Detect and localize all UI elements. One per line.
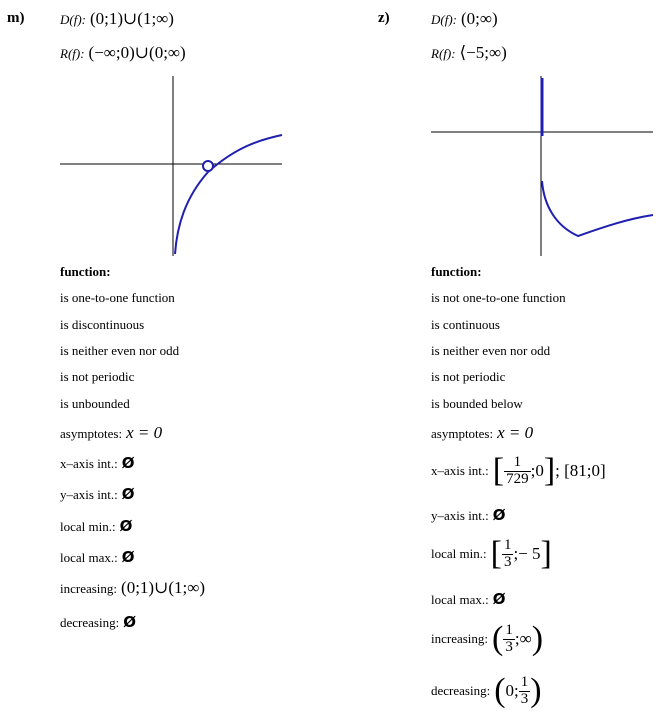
range-z	[431, 43, 507, 63]
decreasing-z-right-paren: )	[530, 672, 542, 709]
decreasing-m	[60, 613, 136, 632]
yint-m	[60, 485, 135, 504]
prop-m-4: is unbounded	[60, 396, 130, 411]
prop-z-2: is neither even nor odd	[431, 343, 551, 358]
graph-m-hole	[203, 161, 213, 171]
increasing-m	[60, 578, 205, 598]
graph-z	[431, 76, 653, 256]
increasing-z-tail: ;∞	[514, 629, 532, 648]
localmin-z-num: 1	[503, 536, 512, 553]
graph-m	[60, 76, 282, 256]
xint-m-value: Ø	[121, 454, 135, 472]
localmin-z-right-bracket: ]	[540, 535, 552, 572]
localmax-m-label: local max.:	[60, 550, 118, 565]
graph-m-curve	[175, 135, 282, 254]
localmin-m-label: local min.:	[60, 519, 116, 534]
xint-z-label: x–axis int.:	[431, 463, 489, 478]
domain-m-name: D(f):	[60, 12, 86, 27]
localmax-m	[60, 548, 135, 567]
xint-z-second: ; [81;0]	[555, 461, 606, 480]
localmin-m	[60, 517, 132, 536]
prop-m-1: is discontinuous	[60, 317, 145, 332]
increasing-z-den: 3	[505, 638, 513, 655]
localmax-m-value: Ø	[121, 548, 135, 566]
xint-z	[431, 452, 606, 490]
prop-m-3: is not periodic	[60, 369, 135, 384]
range-z-name: R(f):	[431, 46, 456, 61]
localmin-z-label: local min.:	[431, 546, 487, 561]
domain-z-value: (0;∞)	[461, 9, 498, 28]
xint-z-right-bracket: ]	[543, 452, 556, 489]
increasing-m-label: increasing:	[60, 581, 118, 596]
asymptotes-m-label: asymptotes:	[60, 426, 123, 441]
range-z-value: ⟨−5;∞)	[459, 43, 507, 62]
yint-z	[431, 506, 506, 525]
xint-z-num: 1	[504, 455, 531, 472]
increasing-z-fraction	[503, 623, 515, 656]
yint-z-value: Ø	[492, 506, 506, 524]
yint-m-label: y–axis int.:	[60, 487, 118, 502]
asymptotes-z-value: x = 0	[497, 423, 534, 442]
domain-m-value: (0;1)∪(1;∞)	[90, 9, 174, 28]
decreasing-z-left-paren: (	[494, 672, 506, 709]
localmin-z-left-bracket: [	[490, 535, 502, 572]
decreasing-m-label: decreasing:	[60, 615, 120, 630]
props-title-m: function:	[60, 264, 111, 279]
domain-m	[60, 9, 174, 29]
decreasing-z-head: 0;	[505, 681, 519, 700]
increasing-z-num: 1	[505, 621, 513, 638]
increasing-z-left-paren: (	[492, 620, 504, 657]
yint-z-label: y–axis int.:	[431, 508, 489, 523]
graph-z-curve-lower	[542, 181, 653, 236]
xint-z-fraction	[504, 455, 531, 488]
xint-z-den: 729	[506, 470, 529, 487]
decreasing-z	[431, 672, 542, 710]
localmin-z	[431, 535, 552, 573]
decreasing-z-num: 1	[520, 673, 529, 690]
localmin-m-value: Ø	[119, 517, 133, 535]
label-m: m)	[7, 10, 25, 26]
decreasing-z-fraction	[519, 675, 531, 708]
asymptotes-m	[60, 423, 162, 443]
domain-z	[431, 9, 498, 29]
prop-m-2: is neither even nor odd	[60, 343, 180, 358]
xint-m	[60, 454, 135, 473]
decreasing-m-value: Ø	[123, 613, 136, 631]
props-title-z: function:	[431, 264, 482, 279]
localmin-z-fraction	[502, 538, 514, 571]
asymptotes-m-value: x = 0	[126, 423, 163, 442]
yint-m-value: Ø	[121, 485, 135, 503]
prop-z-3: is not periodic	[431, 369, 506, 384]
localmax-z	[431, 590, 506, 609]
domain-z-name: D(f):	[431, 12, 457, 27]
range-m-value: (−∞;0)∪(0;∞)	[88, 43, 186, 62]
increasing-z-right-paren: )	[531, 620, 544, 657]
label-z: z)	[378, 10, 390, 26]
localmin-z-tail: ;− 5	[513, 544, 541, 563]
prop-z-0: is not one-to-one function	[431, 290, 566, 305]
asymptotes-z-label: asymptotes:	[431, 426, 494, 441]
decreasing-z-label: decreasing:	[431, 683, 491, 698]
asymptotes-z	[431, 423, 533, 443]
range-m-name: R(f):	[60, 46, 85, 61]
decreasing-z-den: 3	[520, 690, 529, 707]
increasing-z-label: increasing:	[431, 631, 489, 646]
range-m	[60, 43, 186, 63]
prop-z-4: is bounded below	[431, 396, 523, 411]
localmax-z-label: local max.:	[431, 592, 489, 607]
xint-z-left-bracket: [	[492, 452, 505, 489]
increasing-z	[431, 620, 543, 658]
xint-m-label: x–axis int.:	[60, 456, 118, 471]
localmin-z-den: 3	[503, 553, 512, 570]
prop-m-0: is one-to-one function	[60, 290, 175, 305]
localmax-z-value: Ø	[492, 590, 506, 608]
prop-z-1: is continuous	[431, 317, 500, 332]
xint-z-tail: ;0	[530, 461, 544, 480]
increasing-m-value: (0;1)∪(1;∞)	[121, 578, 206, 597]
